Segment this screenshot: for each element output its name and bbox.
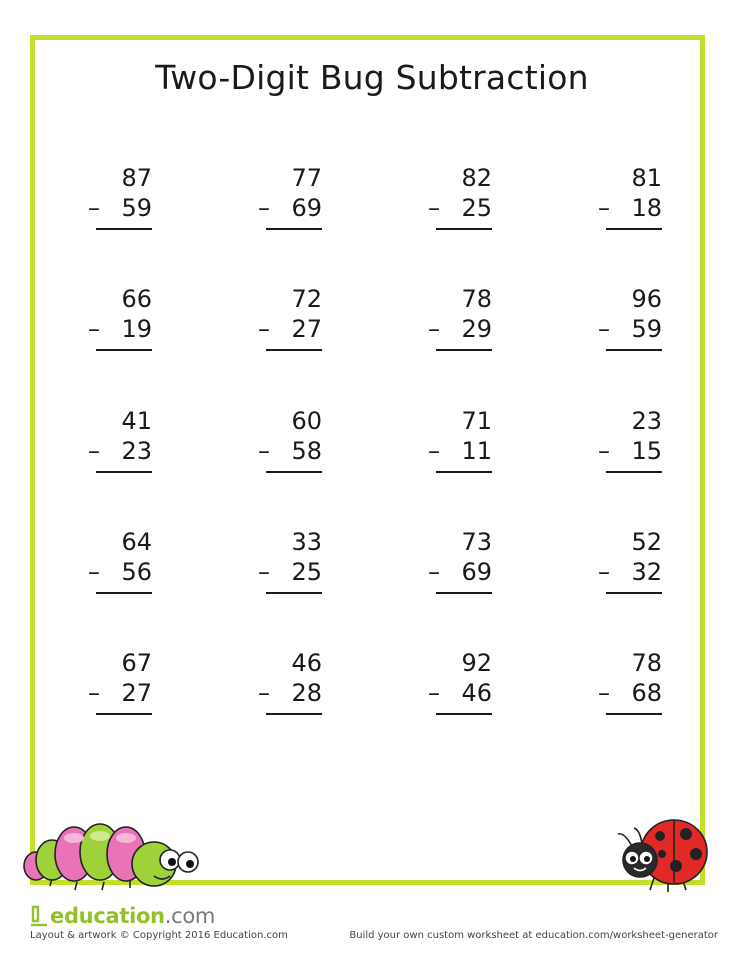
answer-line bbox=[96, 713, 152, 715]
subtrahend: 68 bbox=[631, 679, 662, 707]
subtraction-problem bbox=[258, 284, 334, 354]
minus-sign: – bbox=[428, 679, 440, 707]
answer-line bbox=[606, 228, 662, 230]
subtraction-problem bbox=[258, 406, 334, 476]
minuend: 67 bbox=[121, 649, 152, 677]
answer-line bbox=[436, 713, 492, 715]
subtrahend: 58 bbox=[291, 437, 322, 465]
brand-suffix: .com bbox=[164, 904, 216, 928]
subtrahend: 23 bbox=[121, 437, 152, 465]
minuend: 81 bbox=[631, 164, 662, 192]
answer-line bbox=[606, 713, 662, 715]
answer-line bbox=[436, 228, 492, 230]
subtrahend: 46 bbox=[461, 679, 492, 707]
minuend: 92 bbox=[461, 649, 492, 677]
minuend: 33 bbox=[291, 528, 322, 556]
subtrahend: 11 bbox=[461, 437, 492, 465]
answer-line bbox=[96, 471, 152, 473]
subtraction-problem bbox=[88, 527, 164, 597]
book-icon bbox=[30, 905, 48, 927]
brand-name: education bbox=[50, 904, 165, 928]
answer-line bbox=[436, 349, 492, 351]
subtrahend: 25 bbox=[461, 194, 492, 222]
minuend: 82 bbox=[461, 164, 492, 192]
minuend: 66 bbox=[121, 285, 152, 313]
answer-line bbox=[436, 471, 492, 473]
subtraction-problem bbox=[428, 163, 504, 233]
minus-sign: – bbox=[598, 558, 610, 586]
answer-line bbox=[436, 592, 492, 594]
minus-sign: – bbox=[258, 679, 270, 707]
subtraction-problem bbox=[598, 163, 674, 233]
minuend: 96 bbox=[631, 285, 662, 313]
minuend: 41 bbox=[121, 407, 152, 435]
subtraction-problem bbox=[88, 648, 164, 718]
subtrahend: 59 bbox=[121, 194, 152, 222]
minuend: 52 bbox=[631, 528, 662, 556]
subtrahend: 32 bbox=[631, 558, 662, 586]
generator-link[interactable]: Build your own custom worksheet at education.com/worksheet-generator bbox=[349, 930, 718, 941]
subtraction-problem bbox=[258, 648, 334, 718]
minus-sign: – bbox=[88, 315, 100, 343]
ladybug-illustration bbox=[610, 812, 710, 894]
subtrahend: 59 bbox=[631, 315, 662, 343]
subtraction-problem bbox=[428, 648, 504, 718]
subtrahend: 25 bbox=[291, 558, 322, 586]
subtraction-problem bbox=[88, 163, 164, 233]
minus-sign: – bbox=[258, 315, 270, 343]
minus-sign: – bbox=[598, 679, 610, 707]
subtraction-problem bbox=[88, 284, 164, 354]
minuend: 71 bbox=[461, 407, 492, 435]
minus-sign: – bbox=[598, 194, 610, 222]
answer-line bbox=[606, 471, 662, 473]
subtraction-problem bbox=[598, 648, 674, 718]
minus-sign: – bbox=[428, 315, 440, 343]
minus-sign: – bbox=[598, 437, 610, 465]
minus-sign: – bbox=[258, 437, 270, 465]
answer-line bbox=[606, 592, 662, 594]
minuend: 23 bbox=[631, 407, 662, 435]
subtrahend: 27 bbox=[121, 679, 152, 707]
minuend: 87 bbox=[121, 164, 152, 192]
answer-line bbox=[96, 592, 152, 594]
answer-line bbox=[266, 592, 322, 594]
answer-line bbox=[266, 349, 322, 351]
minuend: 60 bbox=[291, 407, 322, 435]
copyright-notice: Layout & artwork © Copyright 2016 Education.com bbox=[30, 930, 288, 941]
subtrahend: 27 bbox=[291, 315, 322, 343]
subtrahend: 15 bbox=[631, 437, 662, 465]
minus-sign: – bbox=[88, 437, 100, 465]
answer-line bbox=[266, 228, 322, 230]
subtrahend: 69 bbox=[291, 194, 322, 222]
minus-sign: – bbox=[258, 194, 270, 222]
subtrahend: 56 bbox=[121, 558, 152, 586]
answer-line bbox=[606, 349, 662, 351]
subtraction-problem bbox=[598, 527, 674, 597]
minus-sign: – bbox=[88, 558, 100, 586]
subtraction-problem bbox=[88, 406, 164, 476]
minuend: 78 bbox=[631, 649, 662, 677]
minus-sign: – bbox=[428, 194, 440, 222]
subtraction-problem bbox=[258, 163, 334, 233]
minuend: 46 bbox=[291, 649, 322, 677]
subtraction-problem bbox=[428, 284, 504, 354]
answer-line bbox=[266, 471, 322, 473]
subtrahend: 28 bbox=[291, 679, 322, 707]
subtraction-problem bbox=[258, 527, 334, 597]
subtrahend: 69 bbox=[461, 558, 492, 586]
subtrahend: 19 bbox=[121, 315, 152, 343]
answer-line bbox=[96, 228, 152, 230]
minuend: 73 bbox=[461, 528, 492, 556]
minus-sign: – bbox=[88, 194, 100, 222]
minus-sign: – bbox=[428, 558, 440, 586]
subtrahend: 18 bbox=[631, 194, 662, 222]
subtrahend: 29 bbox=[461, 315, 492, 343]
minuend: 78 bbox=[461, 285, 492, 313]
subtraction-problem bbox=[598, 406, 674, 476]
subtraction-problem bbox=[428, 527, 504, 597]
answer-line bbox=[96, 349, 152, 351]
subtraction-problem bbox=[428, 406, 504, 476]
minus-sign: – bbox=[88, 679, 100, 707]
subtraction-problem bbox=[598, 284, 674, 354]
minus-sign: – bbox=[428, 437, 440, 465]
minus-sign: – bbox=[598, 315, 610, 343]
page-title: Two-Digit Bug Subtraction bbox=[155, 58, 589, 97]
minuend: 64 bbox=[121, 528, 152, 556]
caterpillar-illustration bbox=[22, 816, 200, 894]
minuend: 77 bbox=[291, 164, 322, 192]
minuend: 72 bbox=[291, 285, 322, 313]
education-logo[interactable] bbox=[30, 903, 215, 929]
minus-sign: – bbox=[258, 558, 270, 586]
answer-line bbox=[266, 713, 322, 715]
